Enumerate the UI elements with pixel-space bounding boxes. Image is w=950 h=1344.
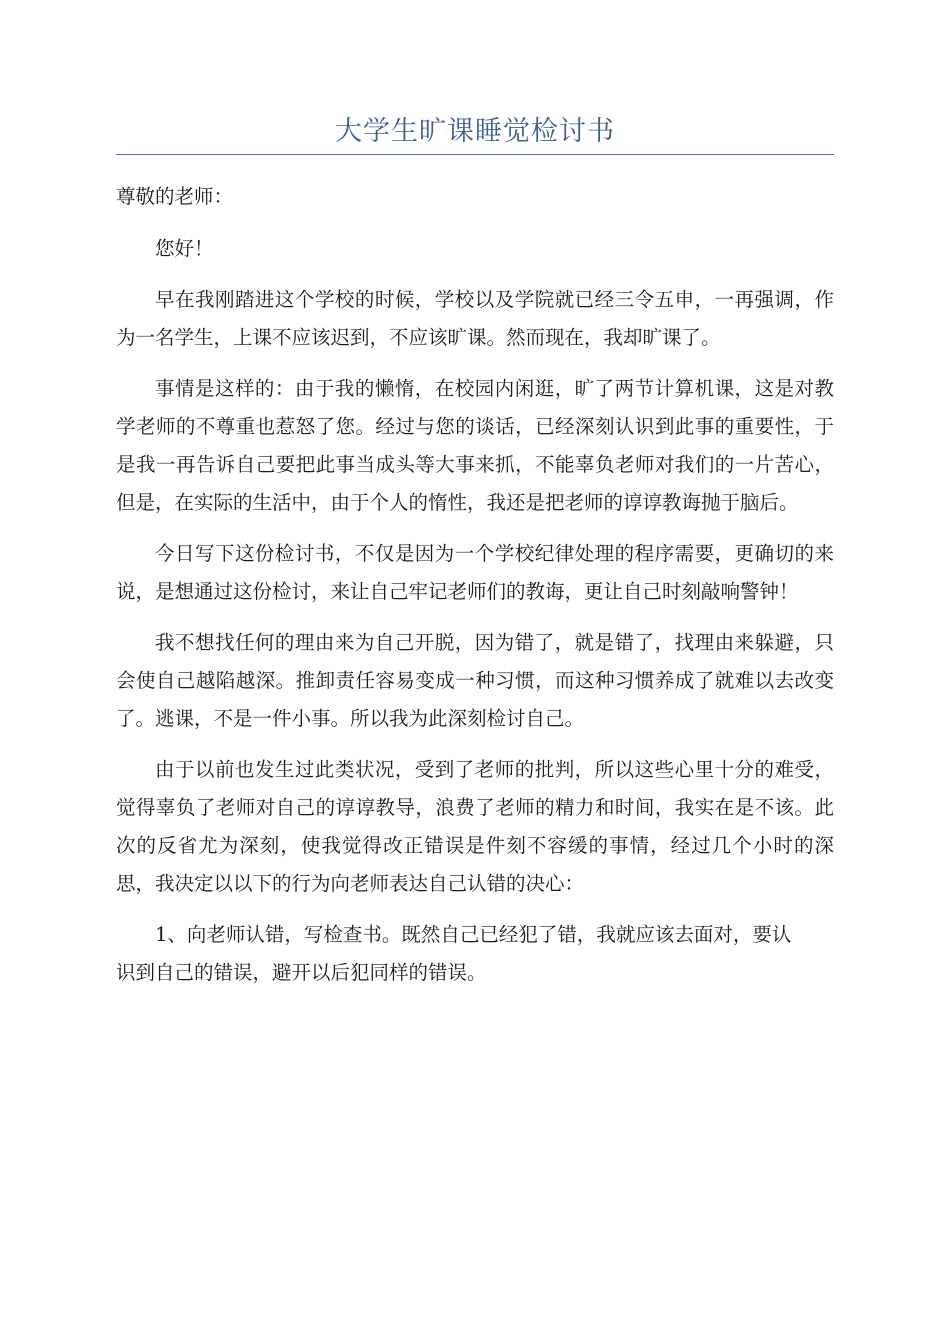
list-item: 1、向老师认错，写检查书。既然自己已经犯了错，我就应该去面对，要认识到自己的错误，避开以后犯同样的错误。 <box>116 923 792 984</box>
title-underline <box>116 154 834 155</box>
salutation: 尊敬的老师： <box>116 185 234 208</box>
paragraph: 早在我刚踏进这个学校的时候，学校以及学院就已经三令五申，一再强调，作为一名学生，上课不应该迟到，不应该旷课。然而现在，我却旷课了。 <box>116 288 834 349</box>
greeting: 您好！ <box>155 237 214 260</box>
paragraph: 我不想找任何的理由来为自己开脱，因为错了，就是错了，找理由来躲避，只会使自己越陷越深。推卸责任容易变成一种习惯，而这种习惯养成了就难以去改变了。逃课，不是一件小事。所以我为此深刻检讨自己。 <box>116 631 834 730</box>
document-body <box>116 178 834 1005</box>
paragraph: 今日写下这份检讨书，不仅是因为一个学校纪律处理的程序需要，更确切的来说，是想通过这份检讨，来让自己牢记老师们的教诲，更让自己时刻敲响警钟！ <box>116 542 834 603</box>
paragraph: 事情是这样的：由于我的懒惰，在校园内闲逛，旷了两节计算机课，这是对教学老师的不尊重也惹怒了您。经过与您的谈话，已经深刻认识到此事的重要性，于是我一再告诉自己要把此事当成头等大事来抓，不能辜负老师对我们的一片苦心，但是，在实际的生活中，由于个人的惰性，我还是把老师的谆谆教诲抛于脑后。 <box>116 377 834 514</box>
paragraph: 由于以前也发生过此类状况，受到了老师的批判，所以这些心里十分的难受，觉得辜负了老师对自己的谆谆教导，浪费了老师的精力和时间，我实在是不该。此次的反省尤为深刻，使我觉得改正错误是件刻不容缓的事情，经过几个小时的深思，我决定以以下的行为向老师表达自己认错的决心： <box>116 758 834 895</box>
document-title: 大学生旷课睡觉检讨书 <box>335 116 615 147</box>
